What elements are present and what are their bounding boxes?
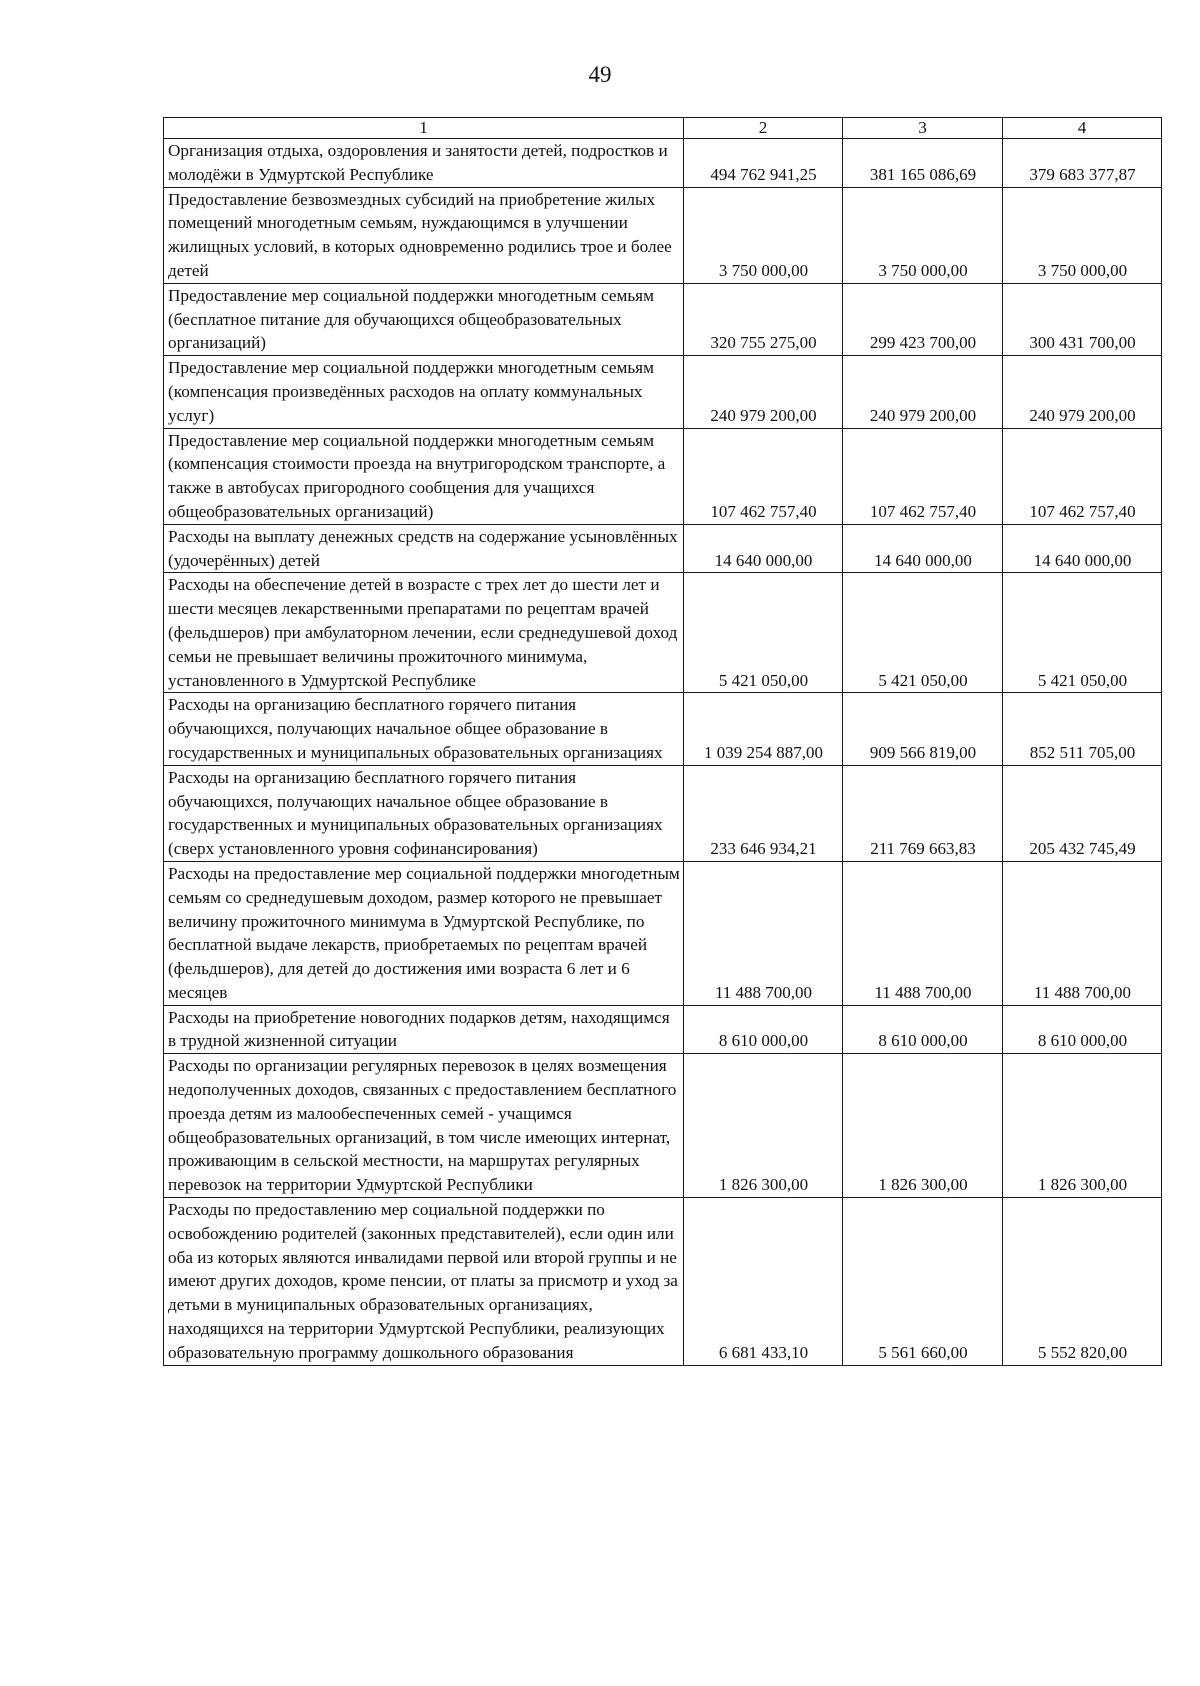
- amount-col-2: 11 488 700,00: [684, 861, 843, 1005]
- expense-item-name: Расходы по организации регулярных перевозок в целях возмещения недополученных доходов, связанных с предоставлением бесплатного проезда детям из малообеспеченных семей - учащимся общеобразовательных организаций, в том числе имеющих интернат, проживающим в сельской местности, на маршрутах регулярных перевозок на территории Удмуртской Республики: [164, 1054, 684, 1198]
- amount-col-2: 240 979 200,00: [684, 356, 843, 428]
- header-col-1: 1: [164, 118, 684, 139]
- table-row: [164, 861, 1162, 1005]
- expense-item-name: Расходы на обеспечение детей в возрасте с трех лет до шести лет и шести месяцев лекарственными препаратами по рецептам врачей (фельдшеров) при амбулаторном лечении, если среднедушевой доход семьи не превышает величины прожиточного минимума, установленного в Удмуртской Республике: [164, 573, 684, 693]
- amount-col-4: 5 421 050,00: [1003, 573, 1162, 693]
- table-header-row: [164, 118, 1162, 139]
- expense-item-name: Расходы по предоставлению мер социальной поддержки по освобождению родителей (законных представителей), если один или оба из которых являются инвалидами первой или второй группы и не имеют других доходов, кроме пенсии, от платы за присмотр и уход за детьми в муниципальных образовательных организациях, находящихся на территории Удмуртской Республики, реализующих образовательную программу дошкольного образования: [164, 1198, 684, 1366]
- table-row: [164, 1005, 1162, 1054]
- expense-item-name: Расходы на выплату денежных средств на содержание усыновлённых (удочерённых) детей: [164, 524, 684, 573]
- expense-item-name: Предоставление мер социальной поддержки многодетным семьям (бесплатное питание для обучающихся общеобразовательных организаций): [164, 283, 684, 355]
- expense-item-name: Организация отдыха, оздоровления и занятости детей, подростков и молодёжи в Удмуртской Республике: [164, 139, 684, 188]
- amount-col-4: 8 610 000,00: [1003, 1005, 1162, 1054]
- amount-col-4: 379 683 377,87: [1003, 139, 1162, 188]
- amount-col-4: 11 488 700,00: [1003, 861, 1162, 1005]
- expense-item-name: Расходы на организацию бесплатного горячего питания обучающихся, получающих начальное общее образование в государственных и муниципальных образовательных организациях: [164, 693, 684, 765]
- table-row: [164, 283, 1162, 355]
- amount-col-2: 320 755 275,00: [684, 283, 843, 355]
- amount-col-2: 494 762 941,25: [684, 139, 843, 188]
- table-row: [164, 524, 1162, 573]
- amount-col-2: 8 610 000,00: [684, 1005, 843, 1054]
- amount-col-2: 14 640 000,00: [684, 524, 843, 573]
- table-row: [164, 1198, 1162, 1366]
- amount-col-2: 233 646 934,21: [684, 765, 843, 861]
- header-col-4: 4: [1003, 118, 1162, 139]
- amount-col-3: 11 488 700,00: [843, 861, 1003, 1005]
- amount-col-2: 6 681 433,10: [684, 1198, 843, 1366]
- expense-item-name: Расходы на приобретение новогодних подарков детям, находящимся в трудной жизненной ситуации: [164, 1005, 684, 1054]
- budget-table: [163, 117, 1162, 1366]
- expense-item-name: Предоставление мер социальной поддержки многодетным семьям (компенсация произведённых расходов на оплату коммунальных услуг): [164, 356, 684, 428]
- table-row: [164, 573, 1162, 693]
- header-col-2: 2: [684, 118, 843, 139]
- amount-col-4: 107 462 757,40: [1003, 428, 1162, 524]
- amount-col-3: 909 566 819,00: [843, 693, 1003, 765]
- amount-col-3: 5 561 660,00: [843, 1198, 1003, 1366]
- amount-col-3: 299 423 700,00: [843, 283, 1003, 355]
- amount-col-4: 14 640 000,00: [1003, 524, 1162, 573]
- amount-col-3: 5 421 050,00: [843, 573, 1003, 693]
- header-col-3: 3: [843, 118, 1003, 139]
- amount-col-3: 107 462 757,40: [843, 428, 1003, 524]
- amount-col-4: 3 750 000,00: [1003, 187, 1162, 283]
- page-number: 49: [588, 62, 612, 87]
- table-row: [164, 356, 1162, 428]
- amount-col-2: 5 421 050,00: [684, 573, 843, 693]
- amount-col-3: 14 640 000,00: [843, 524, 1003, 573]
- expense-item-name: Предоставление мер социальной поддержки многодетным семьям (компенсация стоимости проезда на внутригородском транспорте, а также в автобусах пригородного сообщения для учащихся общеобразовательных организаций): [164, 428, 684, 524]
- expense-item-name: Предоставление безвозмездных субсидий на приобретение жилых помещений многодетным семьям, нуждающимся в улучшении жилищных условий, в которых одновременно родились трое и более детей: [164, 187, 684, 283]
- expense-item-name: Расходы на предоставление мер социальной поддержки многодетным семьям со среднедушевым доходом, размер которого не превышает величину прожиточного минимума в Удмуртской Республике, по бесплатной выдаче лекарств, приобретаемых по рецептам врачей (фельдшеров), для детей до достижения ими возраста 6 лет и 6 месяцев: [164, 861, 684, 1005]
- amount-col-4: 852 511 705,00: [1003, 693, 1162, 765]
- table-row: [164, 428, 1162, 524]
- amount-col-4: 1 826 300,00: [1003, 1054, 1162, 1198]
- amount-col-4: 5 552 820,00: [1003, 1198, 1162, 1366]
- amount-col-2: 3 750 000,00: [684, 187, 843, 283]
- table-row: [164, 1054, 1162, 1198]
- amount-col-4: 205 432 745,49: [1003, 765, 1162, 861]
- amount-col-2: 1 039 254 887,00: [684, 693, 843, 765]
- table-row: [164, 139, 1162, 188]
- amount-col-4: 300 431 700,00: [1003, 283, 1162, 355]
- amount-col-3: 8 610 000,00: [843, 1005, 1003, 1054]
- amount-col-3: 240 979 200,00: [843, 356, 1003, 428]
- expense-item-name: Расходы на организацию бесплатного горячего питания обучающихся, получающих начальное общее образование в государственных и муниципальных образовательных организациях (сверх установленного уровня софинансирования): [164, 765, 684, 861]
- table-row: [164, 765, 1162, 861]
- amount-col-3: 1 826 300,00: [843, 1054, 1003, 1198]
- amount-col-3: 211 769 663,83: [843, 765, 1003, 861]
- amount-col-3: 381 165 086,69: [843, 139, 1003, 188]
- table-row: [164, 693, 1162, 765]
- budget-table-body: [164, 118, 1162, 1366]
- amount-col-2: 1 826 300,00: [684, 1054, 843, 1198]
- amount-col-3: 3 750 000,00: [843, 187, 1003, 283]
- table-row: [164, 187, 1162, 283]
- amount-col-2: 107 462 757,40: [684, 428, 843, 524]
- amount-col-4: 240 979 200,00: [1003, 356, 1162, 428]
